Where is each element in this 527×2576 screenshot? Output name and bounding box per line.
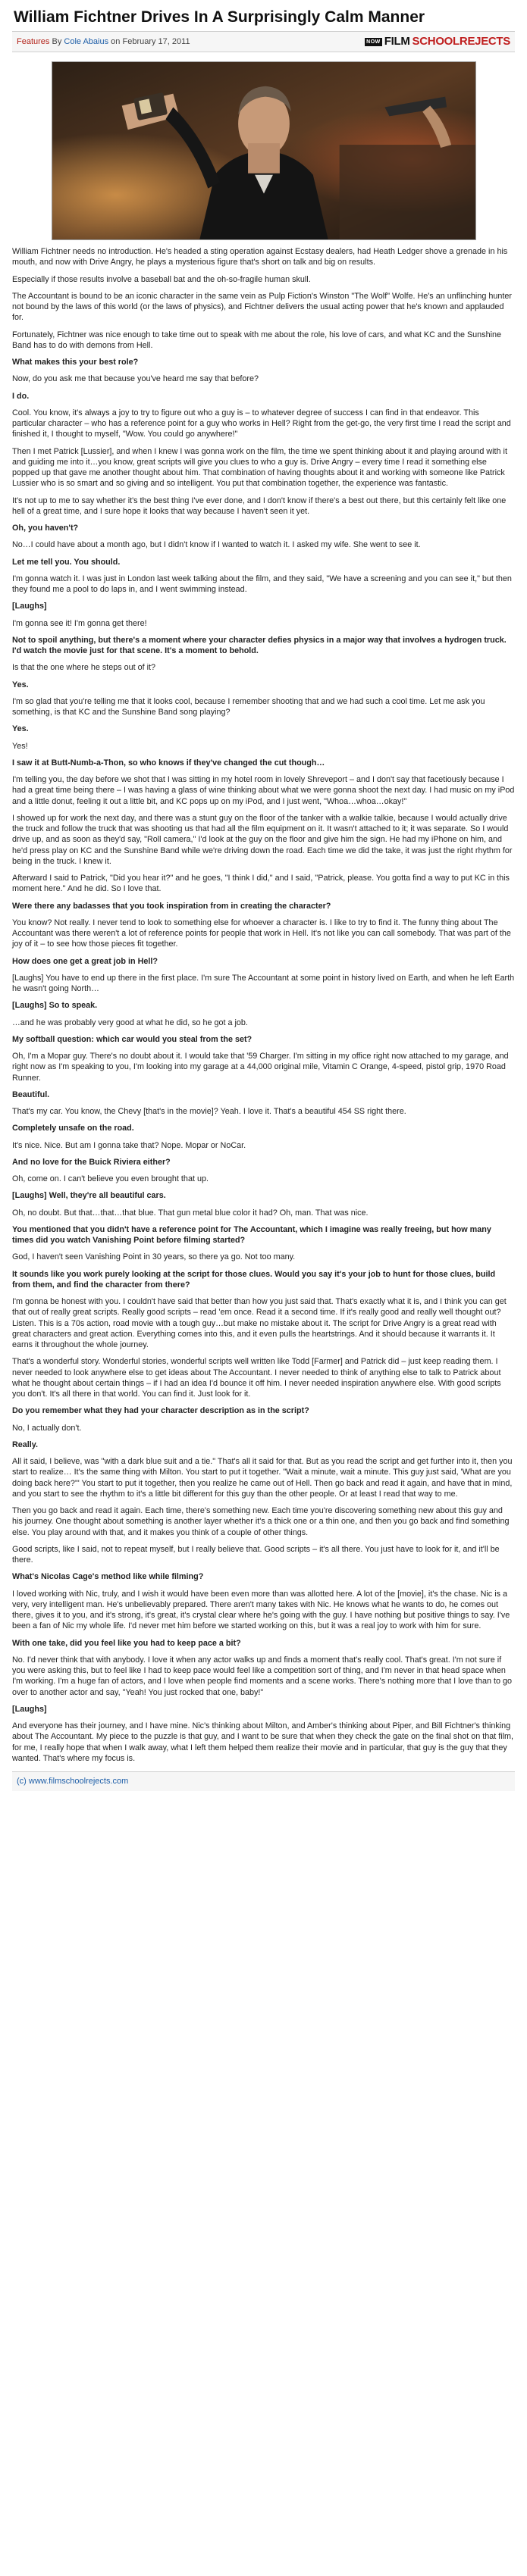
interview-paragraph: Now, do you ask me that because you've heard me say that before?: [12, 374, 259, 384]
interview-question: Not to spoil anything, but there's a moment where your character defies physics in a major way that involves a hydrogen truck. I'd watch the movie just for that scene. It's a moment to behold.: [12, 635, 507, 656]
interview-question: It sounds like you work purely looking at the script for those clues. Would you say it's your job to hunt for those clues, build from them, and find the character from there?: [12, 1269, 496, 1290]
hero-image: [52, 61, 476, 240]
interview-paragraph: Oh, I'm a Mopar guy. There's no doubt about it. I would take that '59 Charger. I'm sitting in my office right now attached to my garage, and right now as I'm speaking to you, I'm looking into my garage at a 44,000 original mile, Vitamin C Orange, 4-speed, pistol grip, 1970 Road Runner.: [12, 1052, 509, 1083]
interview-paragraph: That's my car. You know, the Chevy [that's in the movie]? Yeah. I love it. That's a beautiful 454 SS right there.: [12, 1107, 406, 1117]
interview-paragraph: You know? Not really. I never tend to look to something else for whoever a character is. I like to try to find it. The funny thing about The Accountant was there weren't a lot of reference points for people that work in Hell. It's not like you can call somebody. That was part of the joy of it – to see how those pieces fit together.: [12, 918, 511, 949]
interview-paragraph: Afterward I said to Patrick, "Did you hear it?" and he goes, "I think I did," and I said, "Patrick, please. You gotta find a way to put KC in this moment here." And he did. So I love that.: [12, 874, 510, 894]
interview-paragraph: No. I'd never think that with anybody. I love it when any actor walks up and finds a moment that's really cool. That's great. I'm not sure if you were asking this, but to feel like I had to keep pace would feel like a competition sort of thing, and I'm never in that head space when I'm working. I'm a huge fan of actors, and I love when people find moments and a scene works. There's nothing more that I love than to go over to another actor and say, "Yeah! You just rocked that one, baby!": [12, 1655, 512, 1697]
interview-paragraph: Cool. You know, it's always a joy to try to figure out who a guy is – to whatever degree of success I can find in that endeavor. This particular character – who has a reference point for a guy who works in Hell? Right from the get-go, the very first time I read the script and finished it, I thought to myself, "Wow. You could go anywhere!": [12, 408, 511, 439]
interview-paragraph: Then you go back and read it again. Each time, there's something new. Each time you're discovering something new about this guy and his journey. One thought about something is another layer whether it's a thick one or a thin one, and then you go back and find something else. You play around with that, and it makes you think of a couple of other things.: [12, 1506, 510, 1537]
logo-rest-text: SCHOOLREJECTS: [412, 35, 510, 48]
interview-paragraph: Then I met Patrick [Lussier], and when I knew I was gonna work on the film, the time we spent thinking about it and playing around with it and guiding me into it…you know, great scripts will give you clues to who a guy is. Drive Angry – every time I read it something else popped up that gave me another thought about him. That combination of having thoughts about it and working with someone like Patrick Lussier who is so smart and so giving and so intelligent. You put that combination together, the experience was fantastic.: [12, 446, 507, 489]
interview-paragraph: Yes!: [12, 741, 28, 751]
interview-question: I saw it at Butt-Numb-a-Thon, so who knows if they've changed the cut though…: [12, 758, 325, 767]
author-link[interactable]: Cole Abaius: [64, 36, 109, 46]
interview-paragraph: And everyone has their journey, and I have mine. Nic's thinking about Milton, and Amber's thinking about Piper, and Bill Fichtner's thinking about The Accountant. My piece to the puzzle is that guy, and I want to be sure that when they check the gate on the final shot on that film, for me, I really hope that when I walk away, what I left them helped them realize their movie and in particular, that guy is the guy that they wanted. That's where my focus is.: [12, 1721, 514, 1763]
interview-paragraph: I showed up for work the next day, and there was a stunt guy on the floor of the tanker with a walkie talkie, because I would actually drive the truck and follow the truck that was shooting us that had all the film equipment on it. It wasn't attached to it; it was separate. So I would drive up, and as soon as they'd say, "Roll camera," I'd look at the guy on the floor and give him the sign. He had my iPhone on him, and he'd press play on KC and the Sunshine Band while we're driving down the road. Each time we did the take, it was just the right rhythm for being in the truck. I knew it.: [12, 813, 513, 866]
interview-paragraph: William Fichtner needs no introduction. He's headed a sting operation against Ecstasy dealers, had Heath Ledger shove a grenade in his mouth, and now with Drive Angry, he plays a mysterious figure that's short on talk and big on results.: [12, 247, 508, 267]
interview-question: Completely unsafe on the road.: [12, 1124, 134, 1133]
interview-paragraph: Especially if those results involve a baseball bat and the oh-so-fragile human skull.: [12, 274, 311, 284]
article-meta-bar: [12, 31, 515, 52]
interview-paragraph: Fortunately, Fichtner was nice enough to take time out to speak with me about the role, his love of cars, and what KC and the Sunshine Band has to do with demons from Hell.: [12, 330, 501, 350]
interview-question: What's Nicolas Cage's method like while filming?: [12, 1572, 204, 1582]
interview-paragraph: No, I actually don't.: [12, 1423, 82, 1433]
interview-question: Were there any badasses that you took inspiration from in creating the character?: [12, 901, 331, 911]
article-title: William Fichtner Drives In A Surprisingly Calm Manner: [14, 8, 425, 26]
interview-question: Oh, you haven't?: [12, 524, 79, 533]
interview-paragraph: I'm gonna watch it. I was just in London last week talking about the film, and they said, "We have a screening and you can see it," but then they found me a pool to do laps in, and I went swimming instead.: [12, 574, 512, 595]
interview-paragraph: …and he was probably very good at what he did, so he got a job.: [12, 1018, 248, 1027]
interview-paragraph: [Laughs] You have to end up there in the first place. I'm sure The Accountant at some point in history lived on Earth, and when he left Earth he wasn't going North…: [12, 973, 515, 994]
interview-paragraph: I'm telling you, the day before we shot that I was sitting in my hotel room in lovely Shreveport – and I don't say that facetiously because I had a great time being there – I was having a glass of wine thinking about what we were gonna shoot the next day. I had music on my iPod and a little donut, feeling it out a little bit, and KC pops up on my iPod, and I just went, "Whoa…whoa…okay!": [12, 775, 515, 806]
publish-date: February 17, 2011: [122, 36, 190, 46]
interview-paragraph: Oh, come on. I can't believe you even brought that up.: [12, 1174, 209, 1184]
interview-question: And no love for the Buick Riviera either?: [12, 1157, 171, 1167]
footer-copyright[interactable]: (c) www.filmschoolrejects.com: [12, 1771, 515, 1791]
interview-question: With one take, did you feel like you had to keep pace a bit?: [12, 1638, 241, 1648]
interview-question: Yes.: [12, 680, 29, 689]
interview-question: Really.: [12, 1440, 39, 1449]
interview-paragraph: Oh, no doubt. But that…that…that blue. That gun metal blue color it had? Oh, man. That was nice.: [12, 1208, 369, 1218]
interview-paragraph: God, I haven't seen Vanishing Point in 30 years, so there ya go. Not too many.: [12, 1252, 296, 1262]
interview-paragraph: It's not up to me to say whether it's the best thing I've ever done, and I don't know if there's a best out there, but this certainly felt like one hell of a great time, and I sure hope it looks that way because I haven't seen it yet.: [12, 496, 507, 516]
interview-question: You mentioned that you didn't have a reference point for The Accountant, which I imagine was really freeing, but how many times did you watch Vanishing Point before filming started?: [12, 1224, 491, 1246]
interview-question: [Laughs]: [12, 1704, 47, 1714]
interview-paragraph: That's a wonderful story. Wonderful stories, wonderful scripts well written like Todd [Farmer] and Patrick did – just keep reading them. I never needed to look anywhere else to get ideas about The Accountant. I never needed to think of anything else to talk to Patrick about what he thought about certain things – if I had an idea I'd bounce it off him. I never needed inspiration anywhere else. With good scripts you don't. It's all there in that world. You can find it. Just look for it.: [12, 1357, 501, 1399]
category-link[interactable]: Features: [17, 36, 50, 46]
interview-question: Do you remember what they had your character description as in the script?: [12, 1406, 309, 1416]
article-body: [12, 246, 515, 1764]
interview-paragraph: It's nice. Nice. But am I gonna take that? Nope. Mopar or NoCar.: [12, 1140, 246, 1150]
interview-question: I do.: [12, 391, 30, 401]
interview-paragraph: Is that the one where he steps out of it?: [12, 663, 156, 673]
interview-paragraph: The Accountant is bound to be an iconic character in the same vein as Pulp Fiction's Winston "The Wolf" Wolfe. He's an unflinching hunter not bound by the laws of this world (or the laws of physics), and Fichtner delivers the usual acting power that he's known and applauded for.: [12, 291, 512, 323]
interview-question: What makes this your best role?: [12, 358, 139, 367]
interview-paragraph: I loved working with Nic, truly, and I wish it would have been even more than was allotted here. A lot of the [movie], it's the chase. Nic is a very, very intelligent man. He's unbelievably prepared. There aren't many takes with Nic. He knows what he wants to do, he comes out there, gives it to you, and it's strong, it's great, it's crystal clear where he's going with the guy. I have nothing but positive things to say. I've been a fan of Nic my whole life. I'd never met him before we started working on this, but it was a real joy to work with him for sure.: [12, 1589, 510, 1631]
interview-paragraph: Good scripts, like I said, not to repeat myself, but I really believe that. Good scripts – it's all there. You just have to look for it, and it'll be there.: [12, 1544, 500, 1565]
interview-question: [Laughs] So to speak.: [12, 1001, 98, 1011]
interview-question: How does one get a great job in Hell?: [12, 956, 158, 966]
interview-paragraph: I'm gonna be honest with you. I couldn't have said that better than how you just said that. That's exactly what it is, and I think you can get that out of really great scripts. Really good scripts – read 'em once. Read it a second time. If it's really good and really well thought out? Listen. This is a 70s action, road movie with a tough guy…but make no mistake about it. The script for Drive Angry is a great read with great characters and great action. Everything comes into this, and it even pulls the heartstrings. And it should because it warrants it. It earns it throughout the whole journey.: [12, 1297, 507, 1350]
on-label: on: [111, 36, 121, 46]
interview-question: [Laughs]: [12, 602, 47, 611]
interview-question: [Laughs] Well, they're all beautiful cars.: [12, 1191, 166, 1201]
interview-paragraph: All it said, I believe, was "with a dark blue suit and a tie." That's all it said for that. But as you read the script and get further into it, then you start to realize… It's the same thing with Milton. You start to put it together. "Wait a minute, wait a minute. This guy just said, 'What are you doing back here?'" You start to put it together, then you realize he came out of Hell. Then go back and read it again, and have that in mind, and you start to see the rhythm to it's a little bit different for this guy than the other people. Or at least I read that way to me.: [12, 1457, 513, 1499]
interview-question: My softball question: which car would you steal from the set?: [12, 1034, 253, 1044]
logo-film-text: FILM: [384, 35, 410, 48]
interview-paragraph: I'm gonna see it! I'm gonna get there!: [12, 618, 147, 628]
interview-question: Beautiful.: [12, 1089, 50, 1099]
byline: [17, 36, 190, 48]
by-label: By: [52, 36, 62, 46]
logo-box: NOW: [366, 39, 381, 45]
interview-question: Let me tell you. You should.: [12, 557, 121, 567]
interview-paragraph: No…I could have about a month ago, but I didn't know if I wanted to watch it. I asked my wife. She went to see it.: [12, 540, 421, 550]
site-logo[interactable]: [365, 34, 510, 49]
interview-question: Yes.: [12, 724, 29, 734]
interview-paragraph: I'm so glad that you're telling me that it looks cool, because I remember shooting that and we had such a cool time. Let me ask you something, is that KC and the Sunshine Band song playing?: [12, 696, 485, 717]
